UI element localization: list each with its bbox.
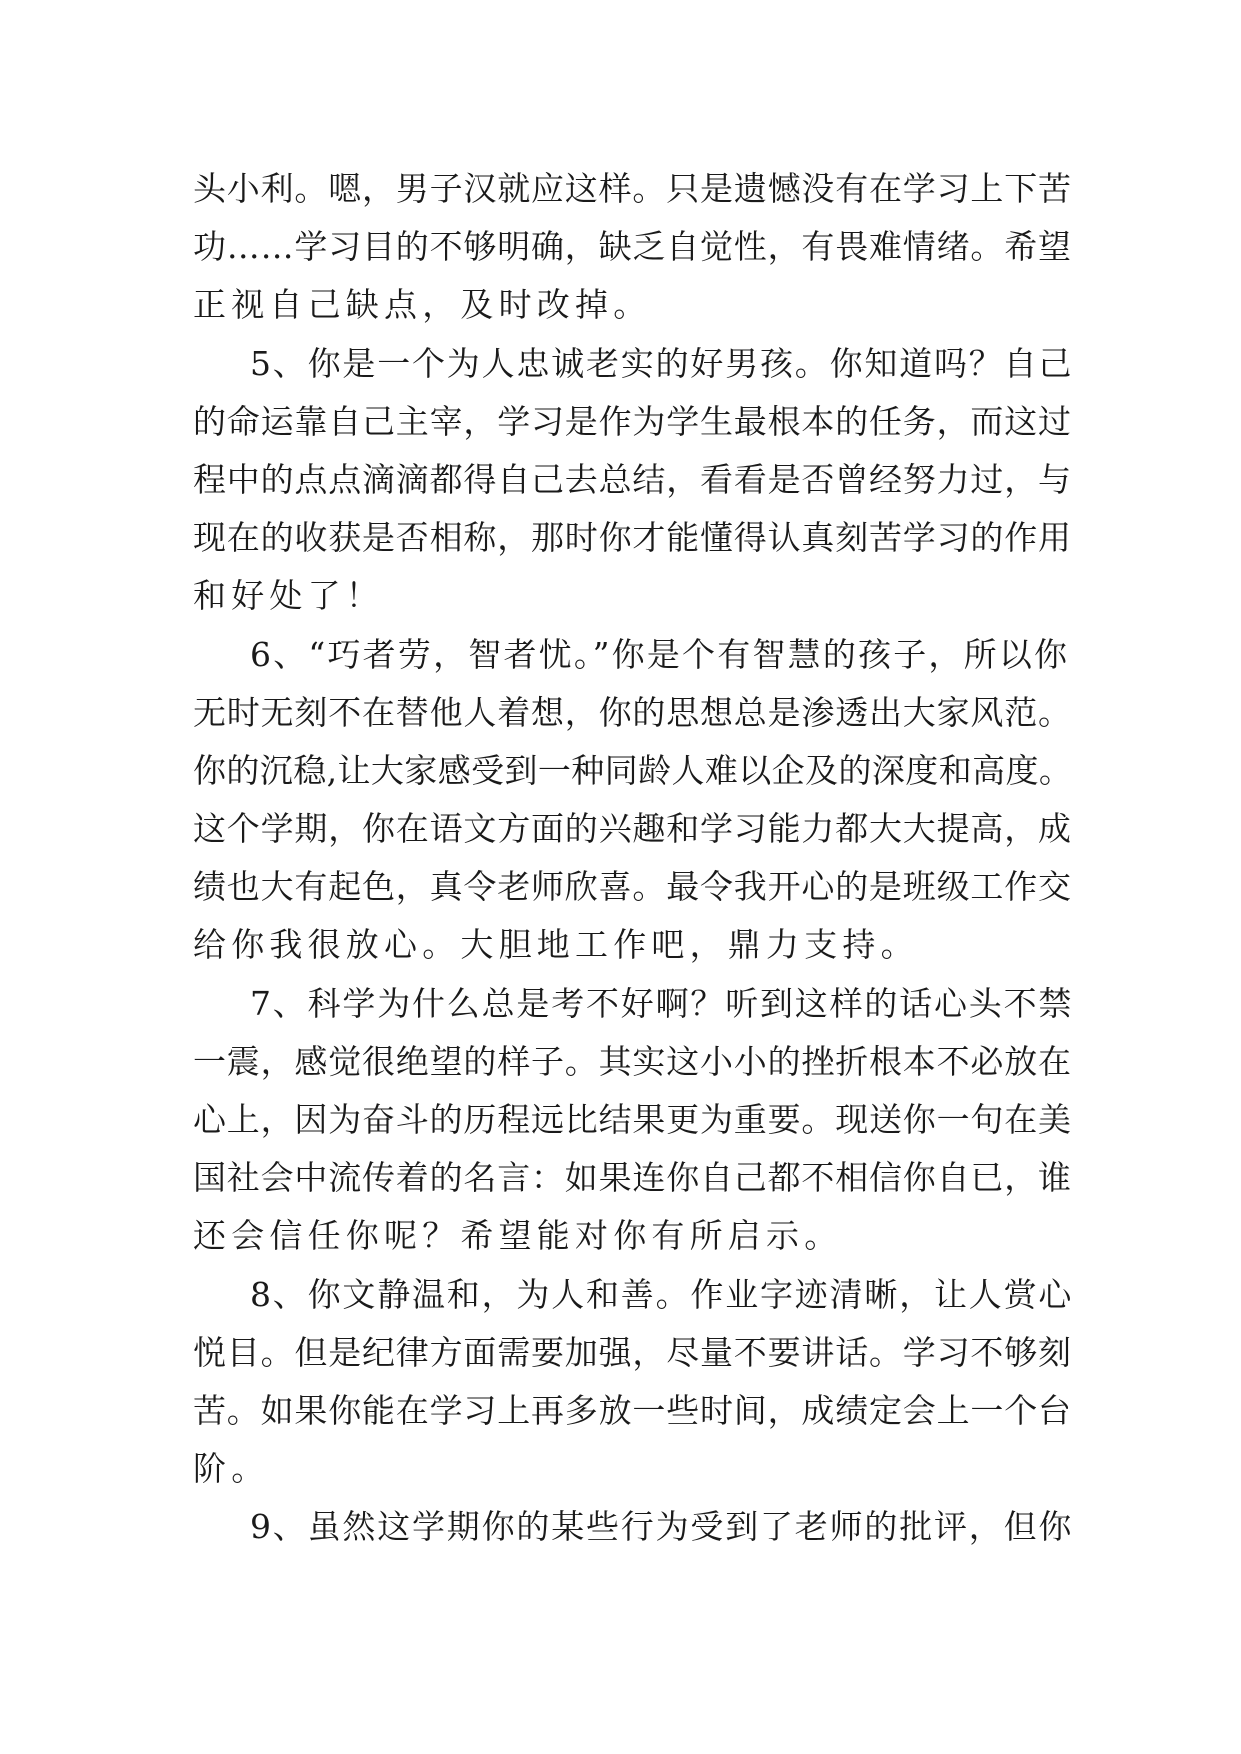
text-line: 国社会中流传着的名言：如果连你自己都不相信你自已，谁 xyxy=(193,1158,1072,1198)
paragraph-7-first-line: 7、科学为什么总是考不好啊？听到这样的话心头不禁 xyxy=(250,983,1074,1023)
paragraph-6-first-line: 6、“巧者劳，智者忧。”你是个有智慧的孩子，所以你 xyxy=(250,634,1070,674)
text-line: 还会信任你呢？希望能对你有所启示。 xyxy=(193,1216,843,1256)
text-line: 无时无刻不在替他人着想，你的思想总是渗透出大家风范。 xyxy=(193,692,1072,732)
paragraph-5-first-line: 5、你是一个为人忠诚老实的好男孩。你知道吗？自己 xyxy=(250,343,1074,383)
text-line: 这个学期，你在语文方面的兴趣和学习能力都大大提高，成 xyxy=(193,809,1072,849)
text-line: 心上，因为奋斗的历程远比结果更为重要。现送你一句在美 xyxy=(193,1100,1072,1139)
text-line: 现在的收获是否相称，那时你才能懂得认真刻苦学习的作用 xyxy=(193,518,1072,558)
document-body xyxy=(193,160,1073,1557)
text-line: 悦目。但是纪律方面需要加强，尽量不要讲话。学习不够刻 xyxy=(193,1332,1072,1372)
text-line: 一震，感觉很绝望的样子。其实这小小的挫折根本不必放在 xyxy=(193,1041,1072,1081)
text-line: 给你我很放心。大胆地工作吧，鼎力支持。 xyxy=(193,925,919,965)
text-line: 功……学习目的不够明确，缺乏自觉性，有畏难情绪。希望 xyxy=(193,227,1072,267)
text-line: 绩也大有起色，真令老师欣喜。最令我开心的是班级工作交 xyxy=(193,867,1072,907)
text-line: 你的沉稳,让大家感受到一种同龄人难以企及的深度和高度。 xyxy=(193,750,1073,790)
text-line: 的命运靠自己主宰，学习是作为学生最根本的任务，而这过 xyxy=(193,401,1072,441)
paragraph-8-first-line: 8、你文静温和，为人和善。作业字迹清晰，让人赏心 xyxy=(250,1274,1074,1314)
paragraph-9-first-line: 9、虽然这学期你的某些行为受到了老师的批评，但你 xyxy=(250,1507,1074,1547)
text-line: 程中的点点滴滴都得自己去总结，看看是否曾经努力过，与 xyxy=(193,459,1072,499)
text-line: 阶。 xyxy=(193,1449,270,1489)
text-line: 头小利。嗯，男子汉就应这样。只是遗憾没有在学习上下苦 xyxy=(193,169,1072,208)
text-line: 正视自己缺点，及时改掉。 xyxy=(193,285,652,325)
text-line: 苦。如果你能在学习上再多放一些时间，成绩定会上一个台 xyxy=(193,1390,1072,1430)
text-line: 和好处了！ xyxy=(193,576,384,616)
